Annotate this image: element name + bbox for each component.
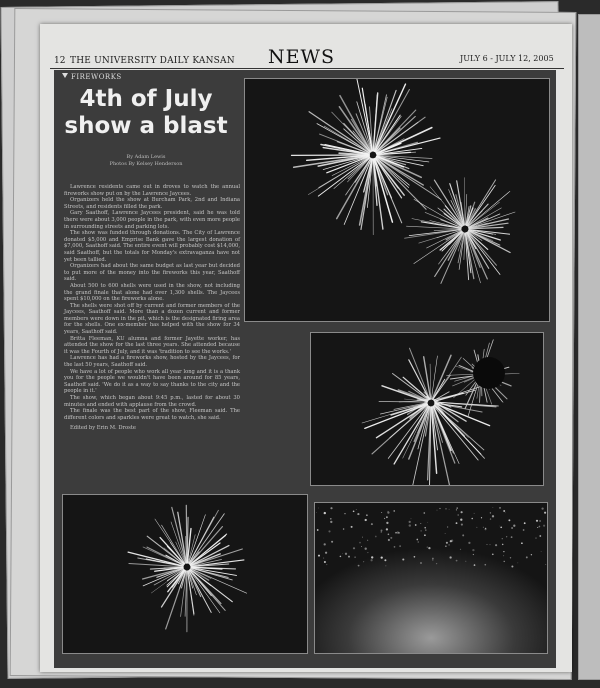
headline-line: 4th of July [79,86,213,112]
paragraph: Organizers held the show at Burcham Park, 2nd and Indiana Streets, and residents filled the park. [64,197,240,210]
paragraph: The show, which began about 9:45 p.m., lasted for about 30 minutes and ended with applause from the crowd. [64,395,240,408]
firework-photo-large [244,78,550,322]
paragraph: Lawrence residents came out in droves to watch the annual fireworks show put on by the Lawrence Jaycees. [64,184,240,197]
firework-photo-finale [314,502,548,654]
firework-photo-middle [310,332,544,486]
newspaper-page [40,24,572,672]
issue-date: JULY 6 - JULY 12, 2005 [460,54,554,63]
edited-by: Edited by Erin M. Droste [70,425,136,432]
byline-block [60,154,232,168]
paragraph: The shells were shot off by current and former members of the Jaycees, Saathoff said. More than a dozen current and former members were down in the pit, which is the designated firing area for the shells. One ex-member has helped with the show for 34 years, Saathoff said. [64,302,240,336]
photo-credit: Photos By Kelsey Henderson [109,161,183,167]
page-number: 12 [54,56,66,66]
byline: By Adam Lewis [126,154,166,160]
kicker-label: FIREWORKS [71,73,122,81]
paragraph: Britta Fleeman, KU alumna and former Jayette worker, has attended the show for the last three years. She attended because it was the Fourth of July, and it was 'tradition to see the works.' [64,335,240,355]
triangle-icon [62,73,68,78]
section-title: NEWS [268,46,336,68]
firework-burst-illustration [245,79,549,321]
header-rule [50,68,564,69]
paragraph: Organizers had about the same budget as last year but decided to put more of the money into the fireworks this year, Saathoff said. [64,263,240,283]
headline-line: show a blast [64,113,228,139]
paragraph: The finale was the best part of the show, Fleeman said. The different colors and sparkles were great to watch, she said. [64,408,240,421]
paragraph: Gary Saathoff, Lawrence Jaycees president, said he was told there were about 3,000 people in the park, with even more people in surrounding streets and parking lots. [64,210,240,230]
publication-name: THE UNIVERSITY DAILY KANSAN [70,56,235,66]
headline [60,86,232,140]
section-kicker [62,73,122,81]
paragraph: Lawrence has had a fireworks show, hosted by the Jaycees, for the last 50 years, Saathoff said. [64,355,240,369]
paragraph: The show was funded through donations. The City of Lawrence donated $5,000 and Emprise Bank gave the largest donation of $7,000, Saathoff said. The entire event will probably cost $14,000, said Saathoff, but the totals for Monday's extravaganza have not yet been tallied. [64,230,240,263]
article-panel [54,70,556,668]
article-body [64,184,240,432]
paper-stack-right [578,14,600,680]
firework-photo-bottom-left [62,494,308,654]
firework-cascade-illustration [311,333,543,485]
page-header [40,24,572,68]
paragraph: About 500 to 600 shells were used in the show, not including the grand finale that alone had over 1,300 shells. The Jaycees spent $10,000 on the fireworks alone. [64,282,240,303]
firework-finale-illustration [315,503,547,653]
firework-sparkler-illustration [63,495,307,653]
paragraph: We have a lot of people who work all year long and it is a thank you for the people we wouldn't have been around for 85 years, Saathoff said. 'We do it as a way to say thanks to the city and the people in it.' [64,368,240,395]
